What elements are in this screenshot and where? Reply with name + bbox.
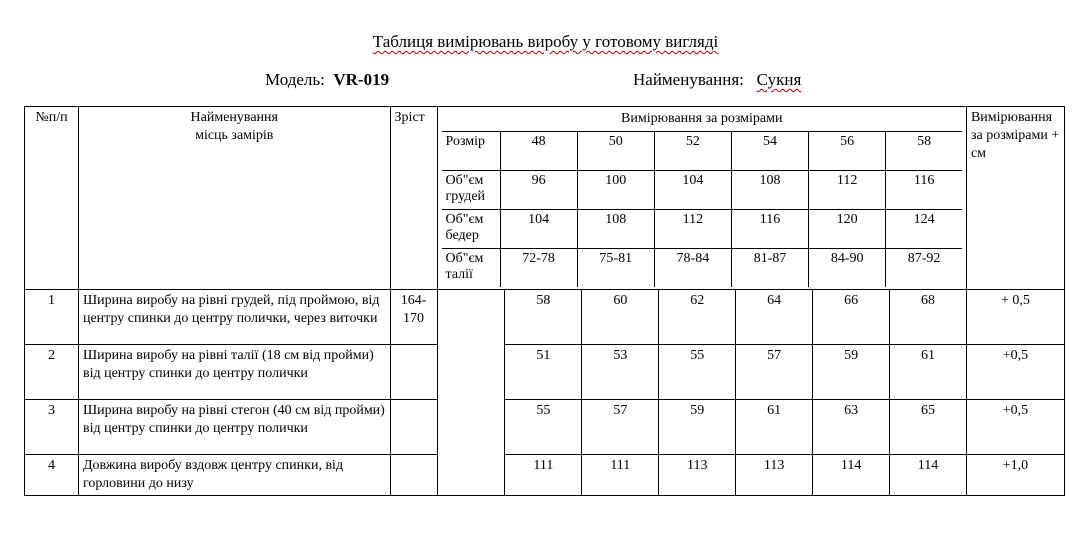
table-row: 4 Довжина виробу вздовж центру спинки, від горловини до низу 111 111 113 113 114 114 +1,0 (25, 455, 1065, 496)
header-row (25, 107, 1065, 290)
row-height: 164-170 (390, 290, 437, 345)
model-value: VR-019 (333, 70, 390, 89)
row-height (390, 345, 437, 400)
table-row: 1 Ширина виробу на рівні грудей, під проймою, від центру спинки до центру полички, через виточки 164-170 58 60 62 64 66 68 + 0,5 (25, 290, 1065, 345)
waist-row: Об"єм талії 72-78 75-81 78-84 81-87 84-90 87-92 (442, 249, 962, 288)
measurement-table (24, 106, 1065, 496)
table-row: 3 Ширина виробу на рівні стегон (40 см від пройми) від центру спинки до центру полички 55 57 59 61 63 65 +0,5 (25, 400, 1065, 455)
blank-label-column (437, 290, 505, 496)
product-name-value: Сукня (756, 70, 802, 89)
model-label: Модель: (265, 70, 325, 89)
hips-row: Об"єм бедер 104 108 112 116 120 124 (442, 210, 962, 249)
row-name: Ширина виробу на рівні стегон (40 см від пройми) від центру спинки до центру полички (78, 400, 390, 455)
size-subtable (442, 109, 962, 287)
row-height (390, 455, 437, 496)
row-name: Ширина виробу на рівні талії (18 см від пройми) від центру спинки до центру полички (78, 345, 390, 400)
header-tolerance: Вимірювання за розмірами + см (966, 107, 1064, 290)
header-height: Зріст (390, 107, 437, 290)
size-subtable-cell (437, 107, 966, 290)
row-height (390, 400, 437, 455)
table-row: 2 Ширина виробу на рівні талії (18 см від пройми) від центру спинки до центру полички 51 53 55 57 59 61 +0,5 (25, 345, 1065, 400)
row-name: Довжина виробу вздовж центру спинки, від горловини до низу (78, 455, 390, 496)
row-name: Ширина виробу на рівні грудей, під проймою, від центру спинки до центру полички, через виточки (78, 290, 390, 345)
document-title: Таблиця вимірювань виробу у готовому вигляді (372, 32, 719, 51)
chest-row: Об"єм грудей 96 100 104 108 112 116 (442, 171, 962, 210)
header-measurements: Вимірювання за розмірами (442, 109, 962, 132)
model-line (265, 70, 389, 90)
size-row: Розмір 48 50 52 54 56 58 (442, 132, 962, 171)
product-name-label: Найменування: (633, 70, 744, 89)
header-place: Найменування місць замірів (78, 107, 390, 290)
header-num: №п/п (25, 107, 79, 290)
product-name-line (633, 70, 801, 90)
